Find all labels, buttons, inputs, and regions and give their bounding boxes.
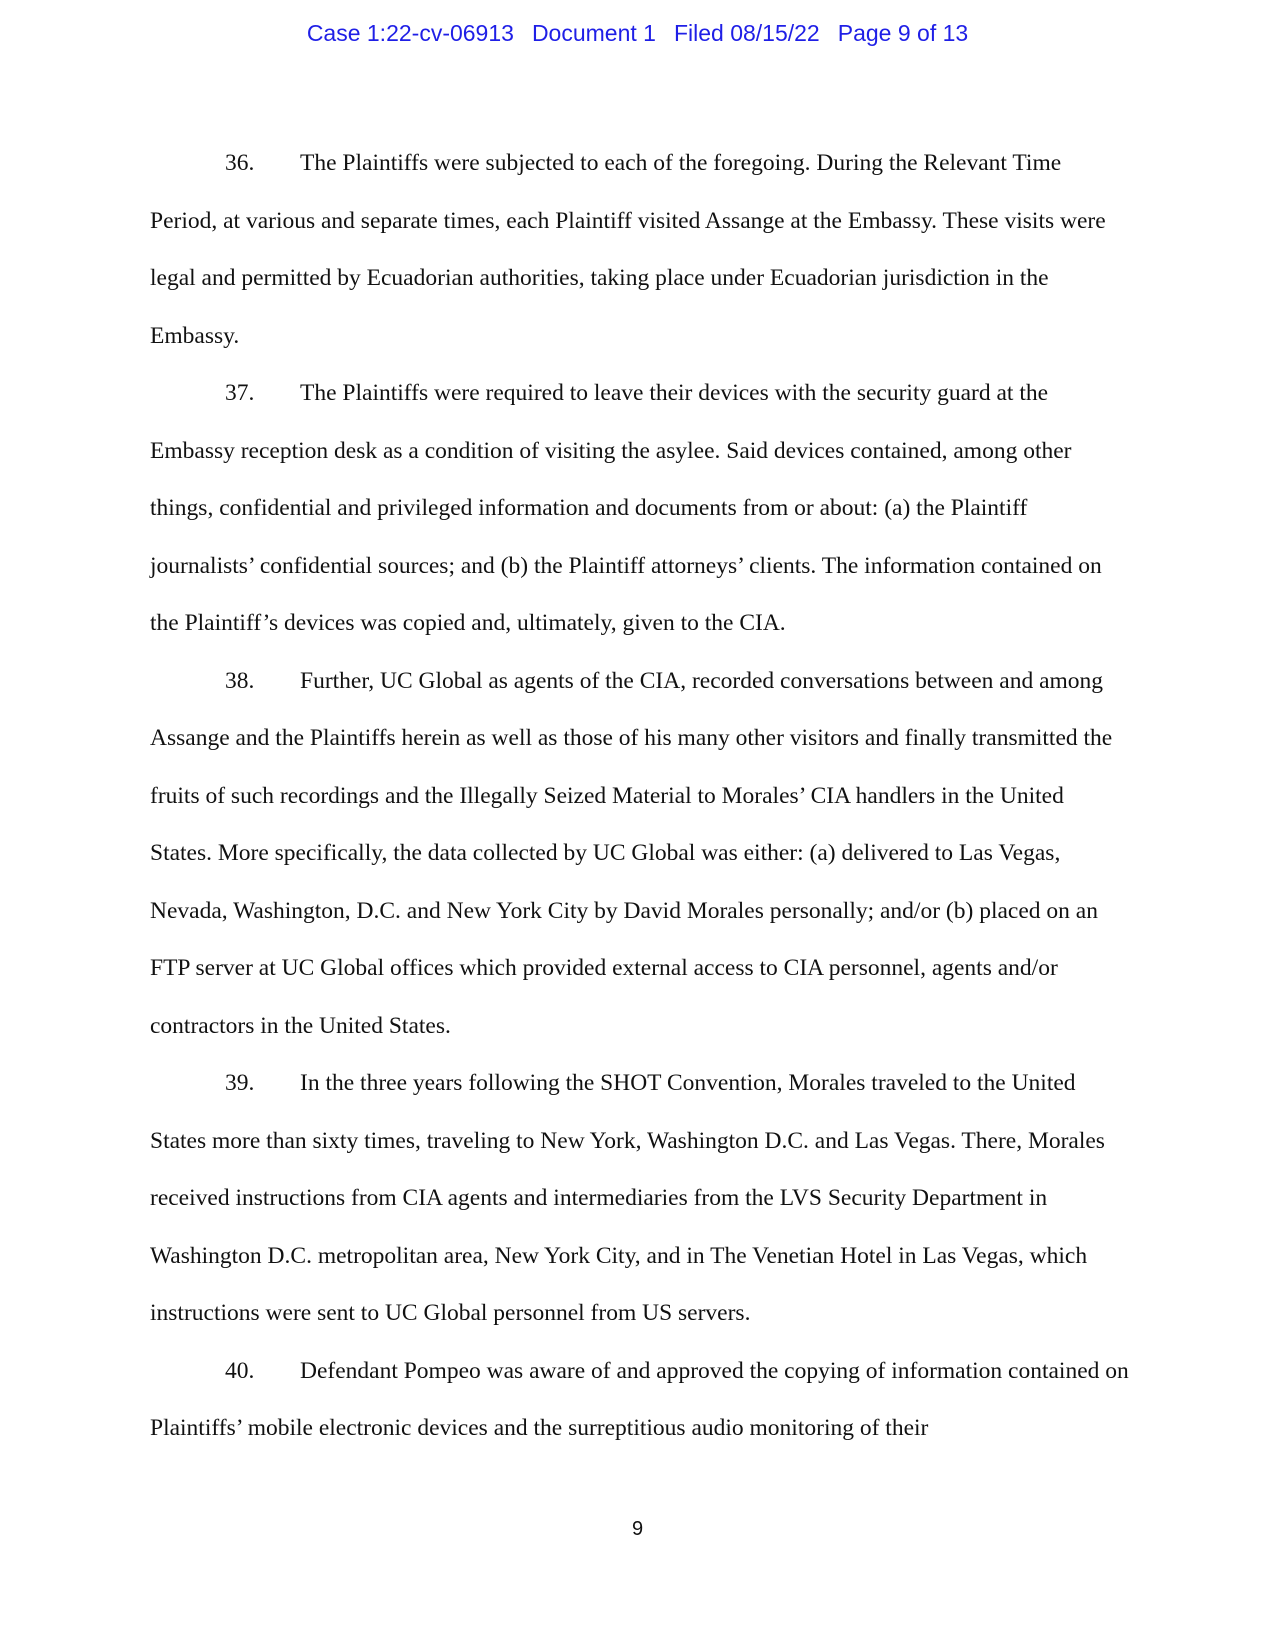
paragraph-text: The Plaintiffs were required to leave their devices with the security guard at the Embassy reception desk as a condition of visiting the asylee. Said devices contained, among other things, confidential and privileged information and documents from or about: (a) the Plaintiff journalists’ confidential sources; and (b) the Plaintiff attorneys’ clients. The information contained on the Plaintiff’s devices was copied and, ultimately, given to the CIA. (150, 380, 1102, 636)
paragraph-number: 38. (225, 667, 255, 694)
page-number: 9 (631, 1518, 644, 1540)
document-number: Document 1 (531, 20, 656, 46)
paragraph-number: 39. (225, 1070, 255, 1096)
paragraph-39 (150, 1055, 1130, 1343)
filed-date: Filed 08/15/22 (673, 20, 820, 46)
paragraph-number: 40. (225, 1357, 255, 1384)
case-header (0, 20, 1275, 47)
paragraph-38 (150, 653, 1130, 1056)
paragraph-36 (150, 135, 1130, 365)
paragraph-text: Further, UC Global as agents of the CIA, recorded conversations between and among Assange and the Plaintiffs herein as well as those of his many other visitors and finally transmitted the fruits of such recordings and the Illegally Seized Material to Morales’ CIA handlers in the United States. More specifically, the data collected by UC Global was either: (a) delivered to Las Vegas, Nevada, Washington, D.C. and New York City by David Morales personally; and/or (b) placed on an FTP server at UC Global offices which provided external access to CIA personnel, agents and/or contractors in the United States. (150, 667, 1113, 1039)
case-number: Case 1:22-cv-06913 (306, 20, 514, 46)
paragraph-text: Defendant Pompeo was aware of and approved the copying of information contained on Plaintiffs’ mobile electronic devices and the surreptitious audio monitoring of their (150, 1357, 1129, 1441)
paragraph-text: The Plaintiffs were subjected to each of the foregoing. During the Relevant Time Period, at various and separate times, each Plaintiff visited Assange at the Embassy. These visits were legal and permitted by Ecuadorian authorities, taking place under Ecuadorian jurisdiction in the Embassy. (150, 150, 1106, 349)
paragraph-text: In the three years following the SHOT Convention, Morales traveled to the United States more than sixty times, traveling to New York, Washington D.C. and Las Vegas. There, Morales received instructions from CIA agents and intermediaries from the LVS Security Department in Washington D.C. metropolitan area, New York City, and in The Venetian Hotel in Las Vegas, which instructions were sent to UC Global personnel from US servers. (150, 1070, 1105, 1326)
paragraph-37 (150, 365, 1130, 653)
paragraph-number: 36. (225, 150, 255, 176)
paragraph-number: 37. (225, 380, 255, 406)
paragraph-40 (150, 1343, 1130, 1458)
page-of-total: Page 9 of 13 (837, 20, 969, 46)
document-body (150, 135, 1130, 1458)
